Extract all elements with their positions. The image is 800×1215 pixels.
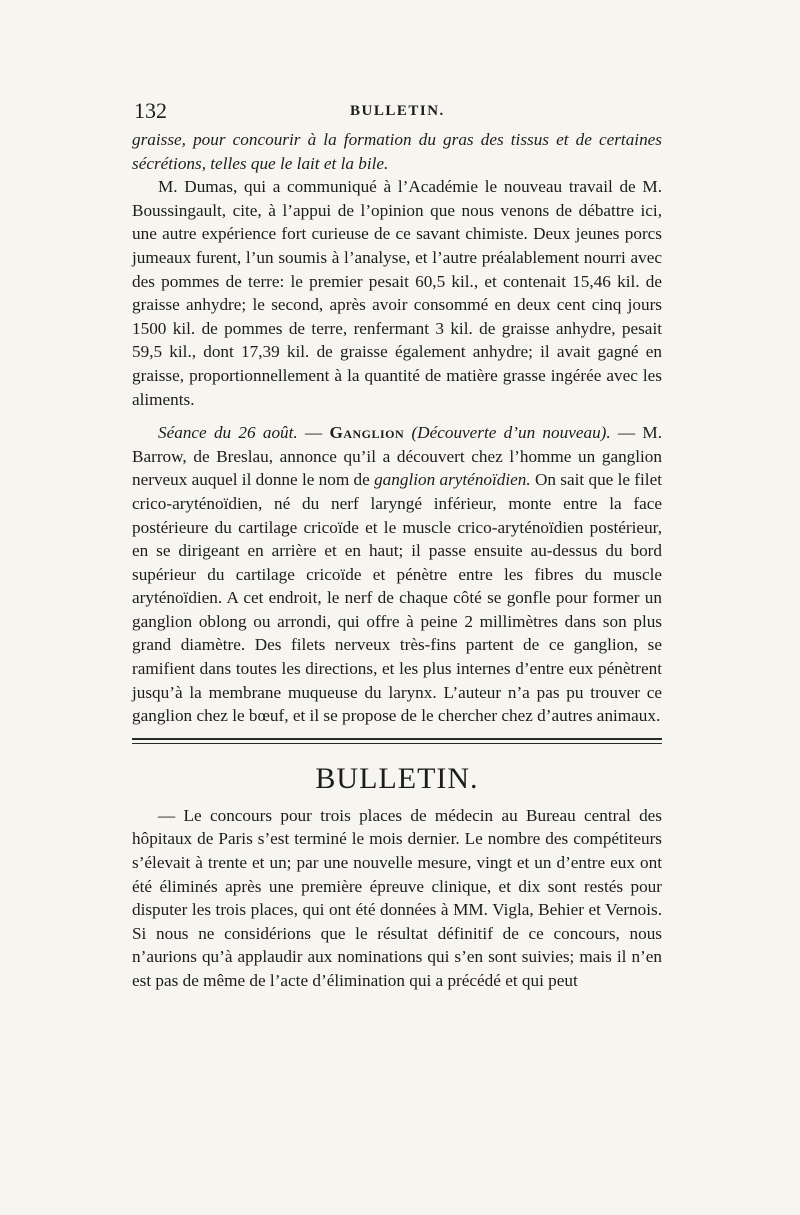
dumas-paragraph: M. Dumas, qui a communiqué à l’Académie le nouveau travail de M. Boussingault, cite, à l’appui de l’opinion que nous venons de débattre ici, une autre expérience fort curieuse de ce savant chimiste. Deux jeunes porcs jumeaux furent, l’un soumis à l’analyse, et l’autre préalablement nourri avec des pommes de terre: le premier pesait 60,5 kil., et contenait 15,46 kil. de graisse anhydre; le second, après avoir consommé en deux cent cinq jours 1500 kil. de pommes de terre, renfermant 3 kil. de graisse anhydre, pesait 59,5 kil., dont 17,39 kil. de graisse également anhydre; il avait gagné en graisse, proportionnellement à la quantité de matière grasse ingérée avec les aliments.: [132, 177, 662, 409]
seance-body-part2: On sait que le filet crico-aryténoïdien, né du nerf laryngé inférieur, monte entre la face postérieure du cartilage cricoïde et le muscle crico-aryténoïdien postérieur, en se dirigeant en arrière et en haut; il passe ensuite au-dessus du bord supérieur du cartilage cricoïde et pénètre entre les fibres du muscle aryténoïdien. A cet endroit, le nerf de chaque côté se gonfle pour former un ganglion oblong ou arrondi, qui offre à peine 2 millimètres dans son plus grand diamètre. Des filets nerveux très-fins partent de ce ganglion, se ramifient dans toutes les directions, et les plus internes d’entre eux pénètrent jusqu’à la membrane muqueuse du larynx. L’auteur n’a pas pu trouver ce ganglion chez le bœuf, et il se propose de le chercher chez d’autres animaux.: [132, 470, 662, 726]
seance-term: ganglion aryténoïdien.: [374, 470, 531, 490]
intro-italic-text: graisse, pour concourir à la formation du gras des tissus et de certaines sécrétions, telles que le lait et la bile.: [132, 130, 662, 173]
divider-thin-rule: [132, 743, 662, 744]
section-divider: [132, 738, 662, 744]
seance-date: Séance du 26 août.: [158, 423, 298, 443]
divider-thick-rule: [132, 738, 662, 740]
page-header: [132, 98, 662, 128]
seance-paragraph: [132, 421, 662, 728]
bulletin-paragraph: — Le concours pour trois places de médecin au Bureau central des hôpitaux de Paris s’est terminé le mois dernier. Le nombre des compétiteurs s’élevait à trente et un; par une nouvelle mesure, vingt et un d’entre eux ont été éliminés après une première épreuve clinique, et dix sont restés pour disputer les trois places, qui ont été données à MM. Vigla, Behier et Vernois. Si nous ne considérions que le résultat définitif de ce concours, nous n’aurions qu’à applaudir aux nominations qui s’en sont suivies; mais il n’en est pas de même de l’acte d’élimination qui a précédé et qui peut: [132, 805, 662, 990]
seance-keyword: Ganglion: [329, 423, 405, 443]
seance-subtitle: (Découverte d’un nouveau).: [411, 423, 611, 443]
running-head: BULLETIN.: [350, 103, 445, 119]
book-page: [132, 98, 662, 993]
page-number: 132: [134, 98, 167, 123]
seance-dash: —: [297, 423, 330, 443]
bulletin-section-title: BULLETIN.: [315, 761, 479, 795]
seance-body-part1: — M. Barrow, de Breslau, annonce qu’il a découvert chez l’homme un ganglion nerveux auquel il donne le nom de: [132, 423, 663, 490]
